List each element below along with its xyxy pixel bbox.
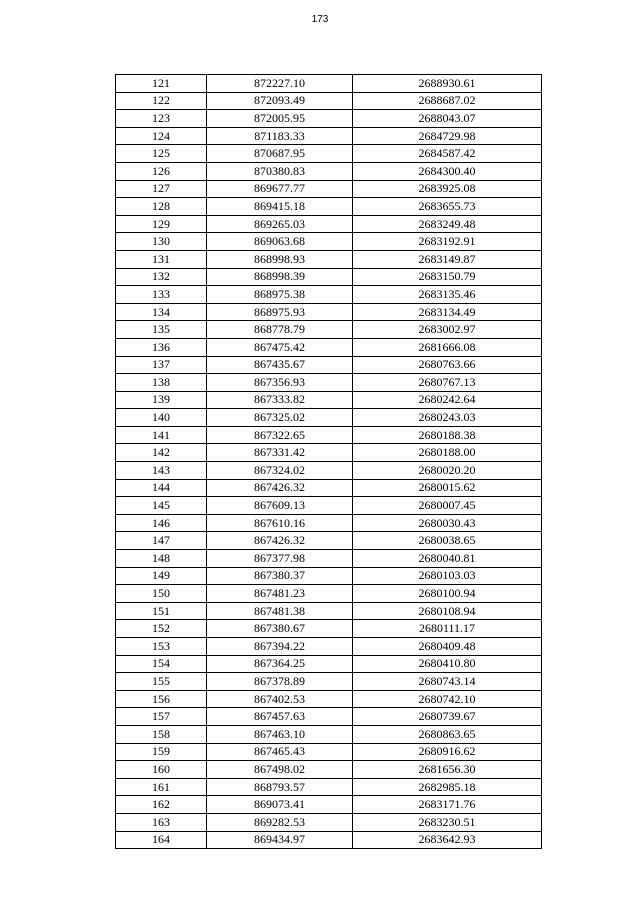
x-coordinate-cell: 868778.79 (207, 321, 353, 339)
y-coordinate-cell: 2680108.94 (353, 602, 542, 620)
point-number-cell: 141 (116, 426, 207, 444)
x-coordinate-cell: 867364.25 (207, 655, 353, 673)
table-row (116, 761, 542, 779)
point-number-cell: 126 (116, 162, 207, 180)
point-number-cell: 123 (116, 110, 207, 128)
y-coordinate-cell: 2680040.81 (353, 550, 542, 568)
x-coordinate-cell: 869677.77 (207, 180, 353, 198)
y-coordinate-cell: 2682985.18 (353, 778, 542, 796)
point-number-cell: 157 (116, 708, 207, 726)
point-number-cell: 130 (116, 233, 207, 251)
x-coordinate-cell: 868998.93 (207, 250, 353, 268)
point-number-cell: 143 (116, 462, 207, 480)
point-number-cell: 162 (116, 796, 207, 814)
x-coordinate-cell: 870380.83 (207, 162, 353, 180)
point-number-cell: 147 (116, 532, 207, 550)
y-coordinate-cell: 2683134.49 (353, 303, 542, 321)
table-row (116, 725, 542, 743)
y-coordinate-cell: 2688930.61 (353, 75, 542, 93)
x-coordinate-cell: 867465.43 (207, 743, 353, 761)
y-coordinate-cell: 2680111.17 (353, 620, 542, 638)
table-row (116, 127, 542, 145)
point-number-cell: 146 (116, 514, 207, 532)
table-row (116, 585, 542, 603)
x-coordinate-cell: 869265.03 (207, 215, 353, 233)
table-row (116, 550, 542, 568)
y-coordinate-cell: 2683150.79 (353, 268, 542, 286)
table-row (116, 620, 542, 638)
x-coordinate-cell: 867610.16 (207, 514, 353, 532)
x-coordinate-cell: 872093.49 (207, 92, 353, 110)
table-row (116, 198, 542, 216)
point-number-cell: 161 (116, 778, 207, 796)
x-coordinate-cell: 867498.02 (207, 761, 353, 779)
y-coordinate-cell: 2688043.07 (353, 110, 542, 128)
y-coordinate-cell: 2684300.40 (353, 162, 542, 180)
point-number-cell: 159 (116, 743, 207, 761)
x-coordinate-cell: 869073.41 (207, 796, 353, 814)
point-number-cell: 139 (116, 391, 207, 409)
x-coordinate-cell: 868793.57 (207, 778, 353, 796)
y-coordinate-cell: 2680020.20 (353, 462, 542, 480)
table-row (116, 497, 542, 515)
point-number-cell: 133 (116, 286, 207, 304)
y-coordinate-cell: 2683655.73 (353, 198, 542, 216)
y-coordinate-cell: 2680030.43 (353, 514, 542, 532)
y-coordinate-cell: 2683192.91 (353, 233, 542, 251)
table-row (116, 743, 542, 761)
y-coordinate-cell: 2680763.66 (353, 356, 542, 374)
table-row (116, 479, 542, 497)
y-coordinate-cell: 2683135.46 (353, 286, 542, 304)
table-row (116, 356, 542, 374)
y-coordinate-cell: 2683149.87 (353, 250, 542, 268)
y-coordinate-cell: 2680863.65 (353, 725, 542, 743)
table-row (116, 567, 542, 585)
table-row (116, 602, 542, 620)
point-number-cell: 140 (116, 409, 207, 427)
table-row (116, 145, 542, 163)
point-number-cell: 125 (116, 145, 207, 163)
x-coordinate-cell: 868998.39 (207, 268, 353, 286)
y-coordinate-cell: 2680188.00 (353, 444, 542, 462)
point-number-cell: 150 (116, 585, 207, 603)
table-row (116, 708, 542, 726)
x-coordinate-cell: 867324.02 (207, 462, 353, 480)
x-coordinate-cell: 867402.53 (207, 690, 353, 708)
table-row (116, 514, 542, 532)
y-coordinate-cell: 2680739.67 (353, 708, 542, 726)
point-number-cell: 136 (116, 338, 207, 356)
x-coordinate-cell: 867609.13 (207, 497, 353, 515)
point-number-cell: 138 (116, 374, 207, 392)
y-coordinate-cell: 2680007.45 (353, 497, 542, 515)
x-coordinate-cell: 867481.23 (207, 585, 353, 603)
y-coordinate-cell: 2680188.38 (353, 426, 542, 444)
y-coordinate-cell: 2680409.48 (353, 638, 542, 656)
coordinates-table-body (116, 75, 542, 849)
y-coordinate-cell: 2680100.94 (353, 585, 542, 603)
point-number-cell: 155 (116, 673, 207, 691)
y-coordinate-cell: 2684729.98 (353, 127, 542, 145)
x-coordinate-cell: 867322.65 (207, 426, 353, 444)
table-row (116, 75, 542, 93)
table-row (116, 690, 542, 708)
table-row (116, 321, 542, 339)
point-number-cell: 124 (116, 127, 207, 145)
point-number-cell: 153 (116, 638, 207, 656)
y-coordinate-cell: 2680742.10 (353, 690, 542, 708)
table-row (116, 796, 542, 814)
table-row (116, 391, 542, 409)
y-coordinate-cell: 2680243.03 (353, 409, 542, 427)
table-row (116, 638, 542, 656)
point-number-cell: 134 (116, 303, 207, 321)
y-coordinate-cell: 2688687.02 (353, 92, 542, 110)
y-coordinate-cell: 2680015.62 (353, 479, 542, 497)
point-number-cell: 152 (116, 620, 207, 638)
table-row (116, 286, 542, 304)
point-number-cell: 121 (116, 75, 207, 93)
page-number: 173 (311, 14, 329, 25)
y-coordinate-cell: 2680410.80 (353, 655, 542, 673)
point-number-cell: 160 (116, 761, 207, 779)
table-row (116, 813, 542, 831)
y-coordinate-cell: 2680038.65 (353, 532, 542, 550)
table-row (116, 303, 542, 321)
table-row (116, 92, 542, 110)
point-number-cell: 132 (116, 268, 207, 286)
point-number-cell: 128 (116, 198, 207, 216)
y-coordinate-cell: 2684587.42 (353, 145, 542, 163)
x-coordinate-cell: 872005.95 (207, 110, 353, 128)
table-row (116, 374, 542, 392)
point-number-cell: 122 (116, 92, 207, 110)
table-row (116, 831, 542, 849)
point-number-cell: 148 (116, 550, 207, 568)
table-row (116, 778, 542, 796)
x-coordinate-cell: 867481.38 (207, 602, 353, 620)
x-coordinate-cell: 869434.97 (207, 831, 353, 849)
y-coordinate-cell: 2683171.76 (353, 796, 542, 814)
table-row (116, 110, 542, 128)
x-coordinate-cell: 870687.95 (207, 145, 353, 163)
x-coordinate-cell: 867463.10 (207, 725, 353, 743)
y-coordinate-cell: 2680103.03 (353, 567, 542, 585)
y-coordinate-cell: 2680743.14 (353, 673, 542, 691)
table-row (116, 409, 542, 427)
x-coordinate-cell: 867377.98 (207, 550, 353, 568)
x-coordinate-cell: 867380.37 (207, 567, 353, 585)
x-coordinate-cell: 867435.67 (207, 356, 353, 374)
point-number-cell: 127 (116, 180, 207, 198)
x-coordinate-cell: 872227.10 (207, 75, 353, 93)
point-number-cell: 154 (116, 655, 207, 673)
x-coordinate-cell: 867426.32 (207, 532, 353, 550)
table-row (116, 338, 542, 356)
x-coordinate-cell: 867457.63 (207, 708, 353, 726)
y-coordinate-cell: 2683230.51 (353, 813, 542, 831)
point-number-cell: 142 (116, 444, 207, 462)
x-coordinate-cell: 869415.18 (207, 198, 353, 216)
point-number-cell: 149 (116, 567, 207, 585)
point-number-cell: 151 (116, 602, 207, 620)
point-number-cell: 163 (116, 813, 207, 831)
point-number-cell: 145 (116, 497, 207, 515)
x-coordinate-cell: 867325.02 (207, 409, 353, 427)
point-number-cell: 131 (116, 250, 207, 268)
x-coordinate-cell: 869063.68 (207, 233, 353, 251)
x-coordinate-cell: 867356.93 (207, 374, 353, 392)
x-coordinate-cell: 867333.82 (207, 391, 353, 409)
table-row (116, 532, 542, 550)
table-row (116, 233, 542, 251)
table-row (116, 673, 542, 691)
table-row (116, 215, 542, 233)
y-coordinate-cell: 2683925.08 (353, 180, 542, 198)
table-row (116, 462, 542, 480)
coordinates-table (115, 74, 542, 849)
y-coordinate-cell: 2683249.48 (353, 215, 542, 233)
x-coordinate-cell: 867394.22 (207, 638, 353, 656)
x-coordinate-cell: 867331.42 (207, 444, 353, 462)
point-number-cell: 137 (116, 356, 207, 374)
x-coordinate-cell: 867378.89 (207, 673, 353, 691)
x-coordinate-cell: 867475.42 (207, 338, 353, 356)
table-row (116, 655, 542, 673)
y-coordinate-cell: 2680767.13 (353, 374, 542, 392)
x-coordinate-cell: 867426.32 (207, 479, 353, 497)
x-coordinate-cell: 868975.93 (207, 303, 353, 321)
y-coordinate-cell: 2681666.08 (353, 338, 542, 356)
table-row (116, 426, 542, 444)
table-row (116, 268, 542, 286)
y-coordinate-cell: 2680242.64 (353, 391, 542, 409)
x-coordinate-cell: 871183.33 (207, 127, 353, 145)
point-number-cell: 164 (116, 831, 207, 849)
x-coordinate-cell: 868975.38 (207, 286, 353, 304)
y-coordinate-cell: 2680916.62 (353, 743, 542, 761)
x-coordinate-cell: 869282.53 (207, 813, 353, 831)
point-number-cell: 156 (116, 690, 207, 708)
y-coordinate-cell: 2681656.30 (353, 761, 542, 779)
point-number-cell: 135 (116, 321, 207, 339)
y-coordinate-cell: 2683002.97 (353, 321, 542, 339)
x-coordinate-cell: 867380.67 (207, 620, 353, 638)
table-row (116, 180, 542, 198)
table-row (116, 250, 542, 268)
table-row (116, 444, 542, 462)
point-number-cell: 144 (116, 479, 207, 497)
point-number-cell: 129 (116, 215, 207, 233)
table-row (116, 162, 542, 180)
point-number-cell: 158 (116, 725, 207, 743)
y-coordinate-cell: 2683642.93 (353, 831, 542, 849)
